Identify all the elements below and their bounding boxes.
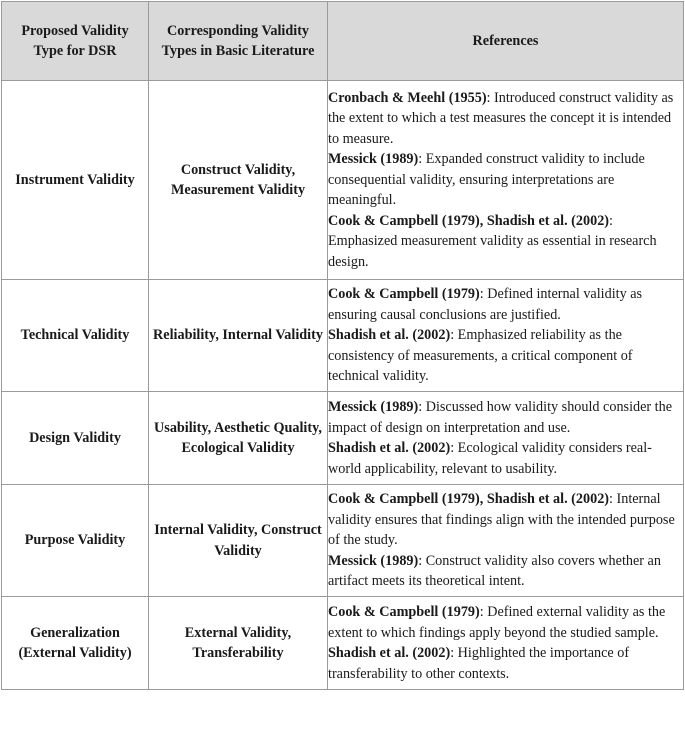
- header-proposed-type: Proposed Validity Type for DSR: [2, 2, 149, 81]
- reference-source: Shadish et al. (2002): [328, 645, 451, 661]
- references-cell: [328, 392, 684, 485]
- reference-entry: [328, 397, 683, 438]
- reference-source: Messick (1989): [328, 552, 419, 569]
- literature-types-cell: Construct Validity, Measurement Validity: [149, 81, 328, 280]
- reference-entry: [328, 643, 683, 684]
- reference-source: Shadish et al. (2002): [328, 440, 451, 456]
- reference-text: : Defined external validity as the extent to which findings apply beyond the studied sample.: [328, 604, 666, 641]
- validity-type-cell: Technical Validity: [2, 280, 149, 392]
- reference-entry: [328, 149, 683, 211]
- literature-types-cell: Internal Validity, Construct Validity: [149, 485, 328, 597]
- reference-entry: [328, 489, 683, 551]
- validity-type-cell: Purpose Validity: [2, 485, 149, 597]
- references-cell: [328, 597, 684, 690]
- reference-text: : Expanded construct validity to include consequential validity, ensuring interpretations are meaningful.: [328, 151, 645, 209]
- table-row: [2, 392, 684, 485]
- references-cell: [328, 485, 684, 597]
- references-cell: [328, 81, 684, 280]
- table-row: [2, 485, 684, 597]
- reference-text: : Highlighted the importance of transferability to other contexts.: [328, 645, 630, 682]
- header-row: [2, 2, 684, 81]
- reference-entry: [328, 211, 683, 273]
- reference-text: : Emphasized measurement validity as essential in research design.: [328, 212, 657, 270]
- literature-types-cell: External Validity, Transferability: [149, 597, 328, 690]
- literature-types-cell: Usability, Aesthetic Quality, Ecological Validity: [149, 392, 328, 485]
- table-row: [2, 280, 684, 392]
- reference-entry: [328, 551, 683, 592]
- validity-type-cell: Design Validity: [2, 392, 149, 485]
- literature-types-cell: Reliability, Internal Validity: [149, 280, 328, 392]
- reference-text: : Ecological validity considers real-world applicability, relevant to usability.: [328, 440, 652, 477]
- reference-entry: [328, 325, 683, 387]
- header-basic-literature: Corresponding Validity Types in Basic Literature: [149, 2, 328, 81]
- reference-source: Cronbach & Meehl (1955): [328, 89, 487, 106]
- validity-type-cell: Generalization (External Validity): [2, 597, 149, 690]
- reference-source: Cook & Campbell (1979), Shadish et al. (2002): [328, 491, 610, 508]
- table-row: [2, 81, 684, 280]
- reference-source: Cook & Campbell (1979): [328, 286, 480, 303]
- table-row: [2, 597, 684, 690]
- reference-entry: [328, 88, 683, 150]
- reference-text: : Discussed how validity should consider the impact of design on interpretation and use.: [328, 399, 673, 436]
- reference-text: : Construct validity also covers whether an artifact meets its theoretical intent.: [328, 552, 661, 590]
- reference-source: Messick (1989): [328, 151, 419, 168]
- references-cell: [328, 280, 684, 392]
- reference-text: : Defined internal validity as ensuring causal conclusions are justified.: [328, 286, 643, 323]
- reference-text: : Internal validity ensures that findings align with the intended purpose of the study.: [328, 491, 675, 549]
- reference-entry: [328, 602, 683, 643]
- reference-source: Messick (1989): [328, 399, 419, 415]
- validity-table: [1, 1, 684, 690]
- reference-entry: [328, 284, 683, 325]
- validity-type-cell: Instrument Validity: [2, 81, 149, 280]
- header-references: References: [328, 2, 684, 81]
- reference-source: Shadish et al. (2002): [328, 327, 451, 344]
- reference-source: Cook & Campbell (1979), Shadish et al. (2002): [328, 212, 610, 229]
- reference-text: : Introduced construct validity as the extent to which a test measures the concept it is intended to measure.: [328, 89, 674, 147]
- reference-source: Cook & Campbell (1979): [328, 604, 480, 620]
- reference-text: : Emphasized reliability as the consistency of measurements, a critical component of technical validity.: [328, 327, 633, 385]
- reference-entry: [328, 438, 683, 479]
